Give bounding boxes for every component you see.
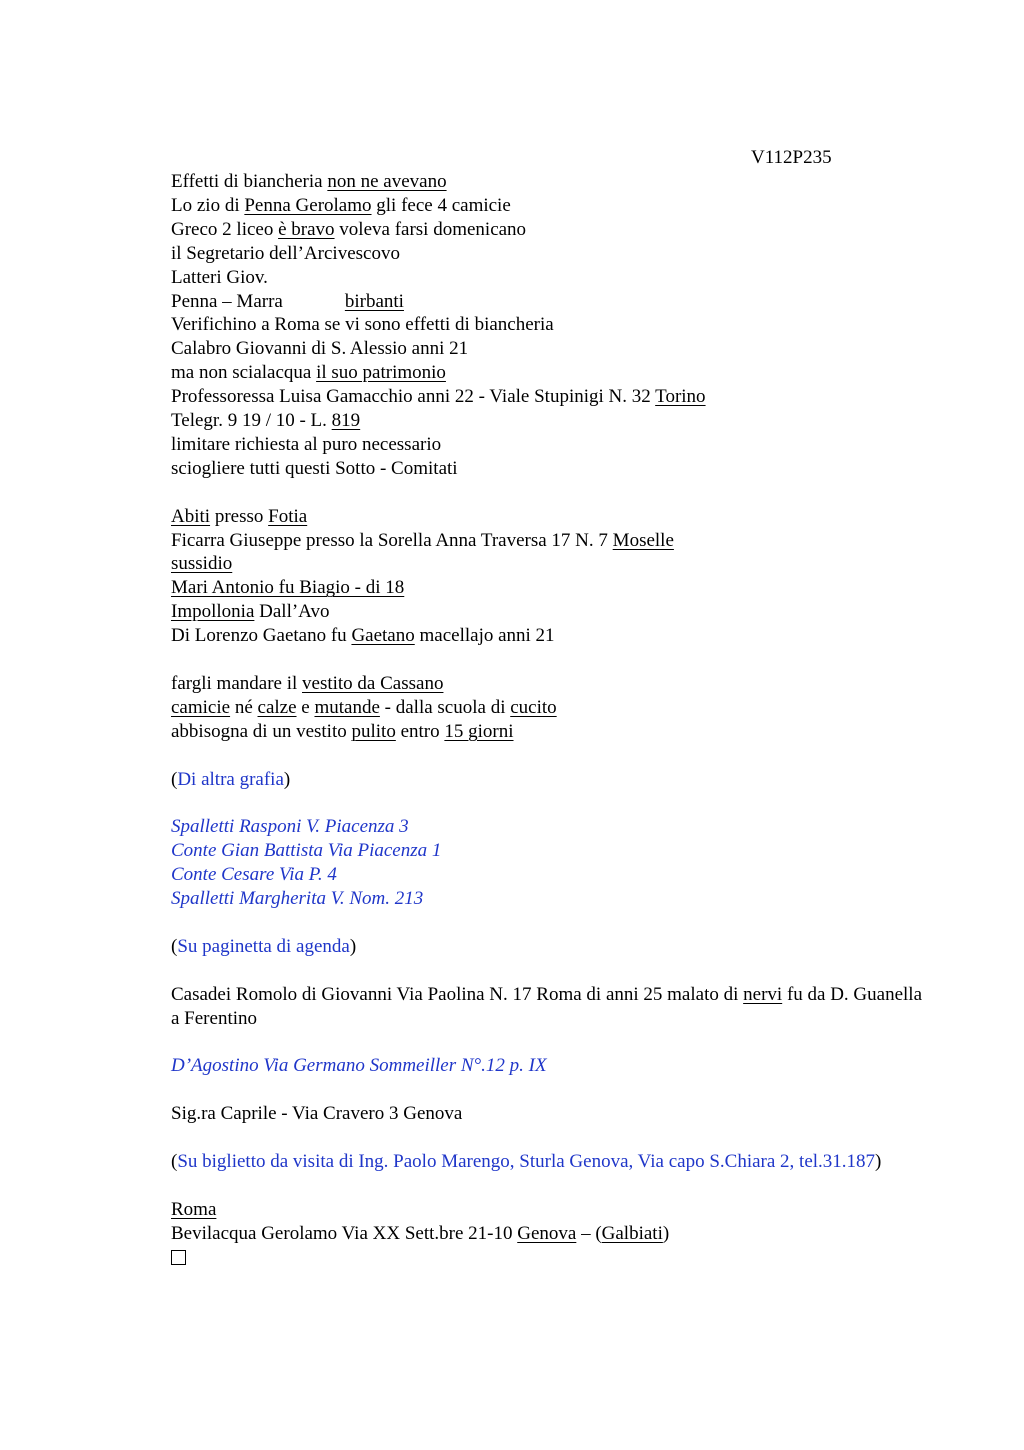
text-line: Bevilacqua Gerolamo Via XX Sett.bre 21-10 Genova – (Galbiati) — [171, 1222, 670, 1244]
text-line: abbisogna di un vestito pulito entro 15 giorni — [171, 720, 514, 742]
address-entry: Spalletti Margherita V. Nom. 213 — [171, 888, 424, 910]
text-line: limitare richiesta al puro necessario — [171, 433, 442, 455]
text-line: Ficarra Giuseppe presso la Sorella Anna Traversa 17 N. 7 Moselle — [171, 529, 674, 551]
text-paragraph: Casadei Romolo di Giovanni Via Paolina N. 17 Roma di anni 25 malato di nervi fu da D. Guanella a Ferentino — [171, 983, 922, 1029]
editor-note: (Di altra grafia) — [171, 768, 291, 790]
editor-note: (Su biglietto da visita di Ing. Paolo Marengo, Sturla Genova, Via capo S.Chiara 2, tel.31.187) — [171, 1151, 882, 1173]
text-line: Di Lorenzo Gaetano fu Gaetano macellajo anni 21 — [171, 625, 555, 647]
text-line: sussidio — [171, 553, 233, 575]
checkbox-square-icon — [171, 1246, 931, 1272]
text-line: il Segretario dell’Arcivescovo — [171, 242, 400, 264]
text-line: Professoressa Luisa Gamacchio anni 22 - Viale Stupinigi N. 32 Torino — [171, 386, 706, 408]
text-line: sciogliere tutti questi Sotto - Comitati — [171, 457, 458, 479]
text-line: Mari Antonio fu Biagio - di 18 — [171, 577, 405, 599]
address-entry: Conte Gian Battista Via Piacenza 1 — [171, 840, 442, 862]
address-entry: D’Agostino Via Germano Sommeiller N°.12 p. IX — [171, 1055, 547, 1077]
text-line: Greco 2 liceo è bravo voleva farsi domenicano — [171, 218, 527, 240]
text-line: Verifichino a Roma se vi sono effetti di biancheria — [171, 314, 554, 336]
text-line: camicie né calze e mutande - dalla scuola di cucito — [171, 696, 557, 718]
text-line: Telegr. 9 19 / 10 - L. 819 — [171, 410, 361, 432]
editor-note: (Su paginetta di agenda) — [171, 935, 357, 957]
text-line: Calabro Giovanni di S. Alessio anni 21 — [171, 338, 469, 360]
text-line: ma non scialacqua il suo patrimonio — [171, 362, 446, 384]
text-line: Roma — [171, 1198, 217, 1220]
address-entry: Spalletti Rasponi V. Piacenza 3 — [171, 816, 409, 838]
text-line: Penna – Marra birbanti — [171, 290, 404, 312]
text-line: fargli mandare il vestito da Cassano — [171, 673, 444, 694]
address-entry: Conte Cesare Via P. 4 — [171, 864, 337, 886]
text-line: Effetti di biancheria non ne avevano — [171, 171, 447, 192]
text-line: Abiti presso Fotia — [171, 505, 308, 527]
text-line: Sig.ra Caprile - Via Cravero 3 Genova — [171, 1103, 463, 1125]
text-line: Lo zio di Penna Gerolamo gli fece 4 camicie — [171, 194, 511, 216]
text-line: Latteri Giov. — [171, 266, 268, 288]
document-body — [171, 170, 931, 1272]
text-line: Impollonia Dall’Avo — [171, 601, 330, 623]
page-reference: V112P235 — [751, 147, 832, 168]
